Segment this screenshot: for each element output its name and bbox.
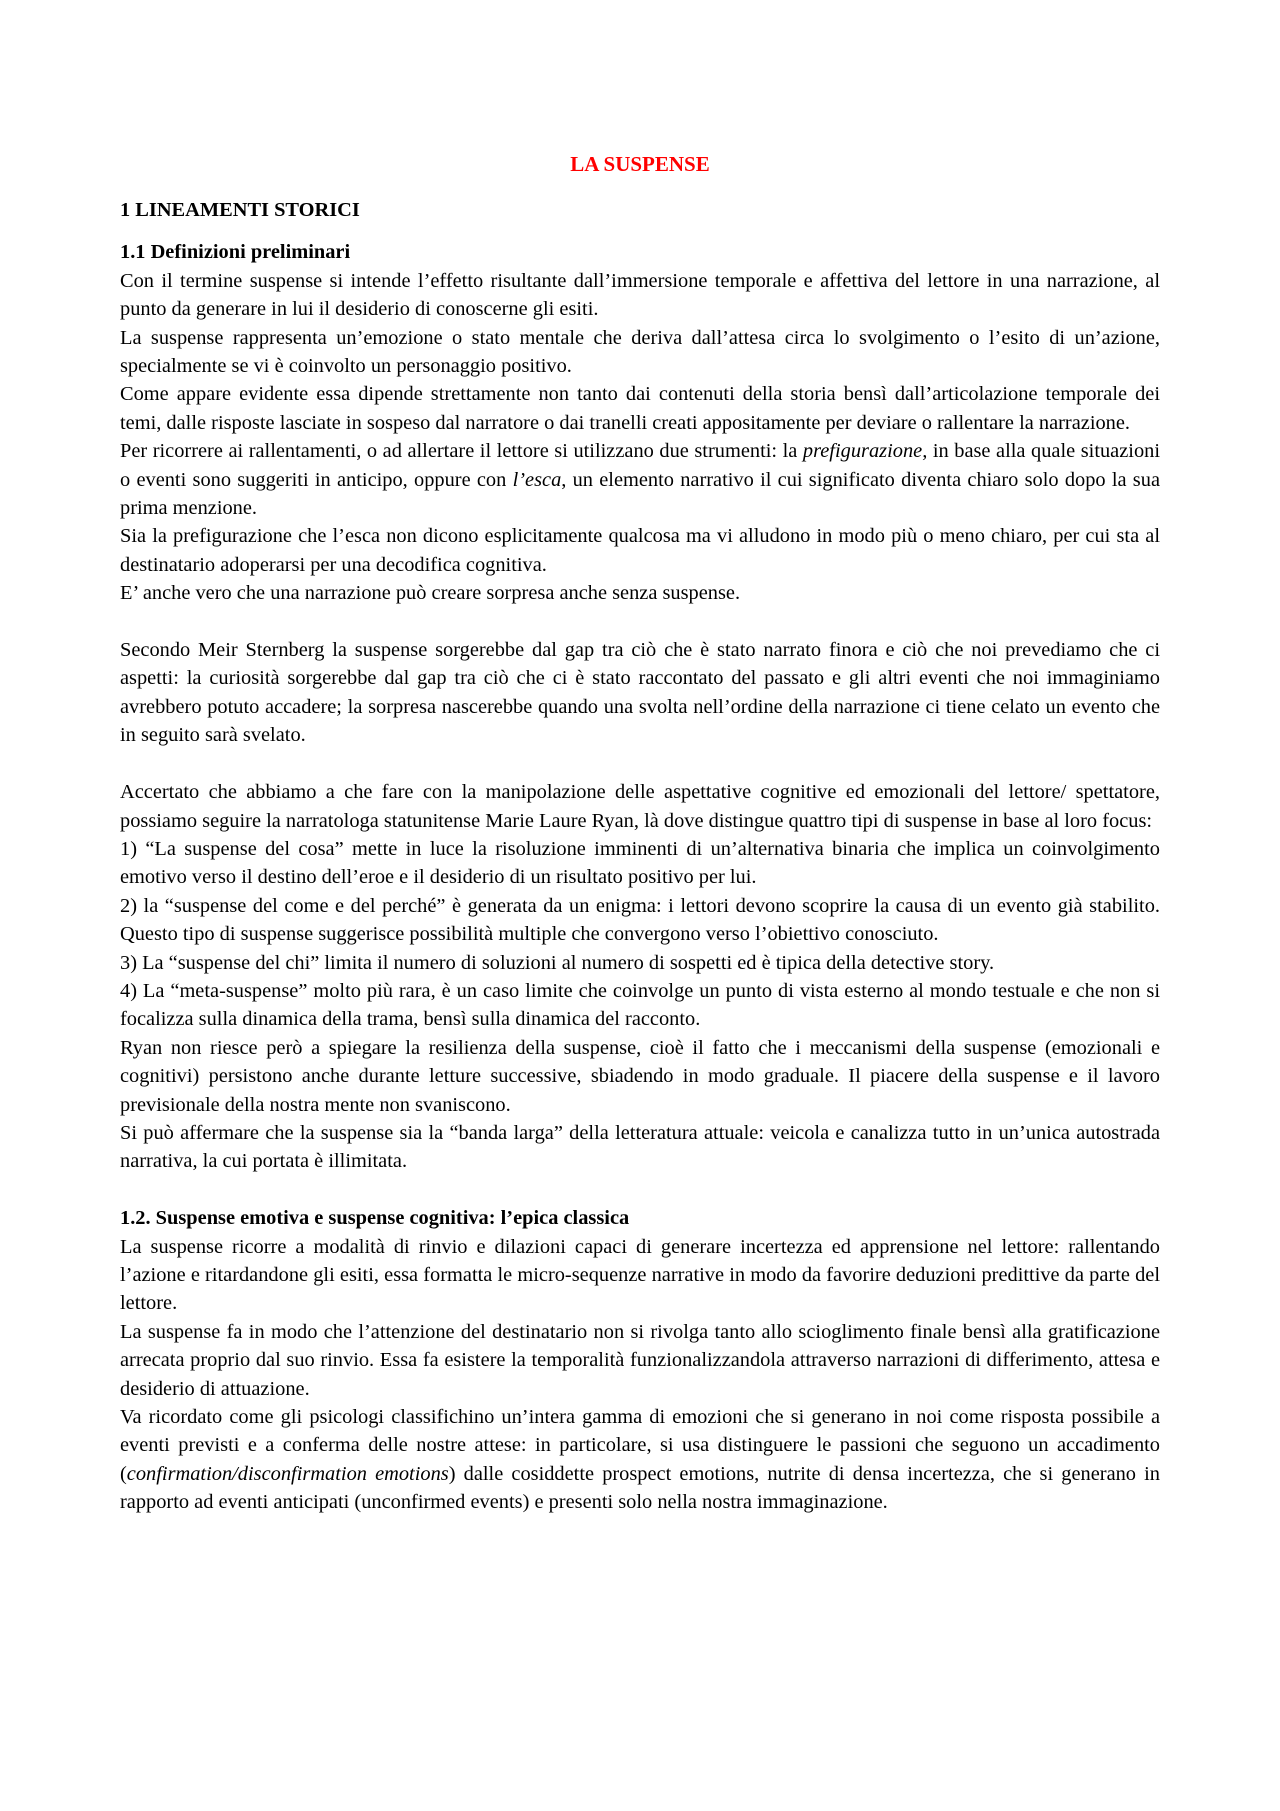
subsection-heading-1-2: 1.2. Suspense emotiva e suspense cognitiva: l’epica classica xyxy=(120,1207,630,1230)
paragraph xyxy=(120,1403,1160,1517)
paragraph: Come appare evidente essa dipende strettamente non tanto dai contenuti della storia bensì dall’articolazione temporale dei temi, dalle risposte lasciate in sospeso dal narratore o dai tranelli creati appositamente per deviare o rallentare la narrazione. xyxy=(120,383,1160,434)
list-item: 2) la “suspense del come e del perché” è generata da un enigma: i lettori devono scoprire la causa di un evento già stabilito. Questo tipo di suspense suggerisce possibilità multiple che convergono verso l’obiettivo conosciuto. xyxy=(120,894,1160,946)
paragraph: Secondo Meir Sternberg la suspense sorgerebbe dal gap tra ciò che è stato narrato finora e ciò che noi prevediamo che ci aspetti: la curiosità sorgerebbe dal gap tra ciò che ci è stato raccontato del passato e gli altri eventi che noi immaginiamo avrebbero potuto accadere; la sorpresa nascerebbe quando una svolta nell’ordine della narrazione ci tiene celato un evento che in seguito sarà svelato. xyxy=(120,639,1160,747)
text-run: ) dalle cosiddette prospect emotions, nutrite di densa incertezza, che si generano in rapporto ad eventi anticipati (unconfirmed events) e presenti solo nella nostra immaginazione. xyxy=(120,1462,1160,1514)
list-item: 4) La “meta-suspense” molto più rara, è un caso limite che coinvolge un punto di vista esterno al mondo testuale e che non si focalizza sulla dinamica della trama, bensì sulla dinamica del racconto. xyxy=(120,979,1160,1031)
document-body xyxy=(120,150,1160,1517)
text-run: in base alla quale situazioni o eventi sono suggeriti in anticipo, oppure con xyxy=(120,440,1160,491)
paragraph: E’ anche vero che una narrazione può creare sorpresa anche senza suspense. xyxy=(120,582,741,605)
blank-line xyxy=(120,750,1160,778)
blank-line xyxy=(120,1176,1160,1204)
text-run: Va ricordato come gli psicologi classifichino un’intera gamma di emozioni che si generano in noi come risposta possibile a eventi previsti e a conferma delle nostre attese: in particolare, si usa distinguere le passioni che seguono un accadimento ( xyxy=(120,1406,1160,1485)
paragraph xyxy=(120,437,1160,522)
paragraph: La suspense fa in modo che l’attenzione del destinatario non si rivolga tanto allo scioglimento finale bensì alla gratificazione arrecata proprio dal suo rinvio. Essa fa esistere la temporalità funzionalizzandola attraverso narrazioni di differimento, attesa e desiderio di attuazione. xyxy=(120,1320,1160,1400)
italic-term: l’esca xyxy=(512,468,562,491)
page-title: LA SUSPENSE xyxy=(570,152,710,176)
text-run: , un elemento narrativo il cui significato diventa chiaro solo dopo la sua prima menzione. xyxy=(120,468,1160,520)
list-item: 3) La “suspense del chi” limita il numero di soluzioni al numero di sospetti ed è tipica della detective story. xyxy=(120,951,995,974)
paragraph: La suspense ricorre a modalità di rinvio e dilazioni capaci di generare incertezza ed apprensione nel lettore: rallentando l’azione e ritardandone gli esiti, essa formatta le micro-sequenze narrative in modo da favorire deduzioni predittive da parte del lettore. xyxy=(120,1235,1160,1315)
blank-line xyxy=(120,608,1160,636)
subsection-heading-1-1: 1.1 Definizioni preliminari xyxy=(120,241,351,264)
italic-term: prefigurazione, xyxy=(802,440,928,463)
paragraph: Ryan non riesce però a spiegare la resilienza della suspense, cioè il fatto che i meccanismi della suspense (emozionali e cognitivi) persistono anche durante letture successive, sbiadendo in modo graduale. Il piacere della suspense e il lavoro previsionale della nostra mente non svaniscono. xyxy=(120,1036,1160,1116)
paragraph: Sia la prefigurazione che l’esca non dicono esplicitamente qualcosa ma vi alludono in modo più o meno chiaro, per cui sta al destinatario adoperarsi per una decodifica cognitiva. xyxy=(120,525,1160,576)
list-item: 1) “La suspense del cosa” mette in luce la risoluzione imminenti di un’alternativa binaria che implica un coinvolgimento emotivo verso il destino dell’eroe e il desiderio di un risultato positivo per lui. xyxy=(120,837,1160,889)
text-run: Per ricorrere ai rallentamenti, o ad allertare il lettore si utilizzano due strumenti: la xyxy=(120,440,803,463)
paragraph: Accertato che abbiamo a che fare con la manipolazione delle aspettative cognitive ed emozionali del lettore/ spettatore, possiamo seguire la narratologa statunitense Marie Laure Ryan, là dove distingue quattro tipi di suspense in base al loro focus: xyxy=(120,781,1160,832)
paragraph: La suspense rappresenta un’emozione o stato mentale che deriva dall’attesa circa lo svolgimento o l’esito di un’azione, specialmente se vi è coinvolto un personaggio positivo. xyxy=(120,326,1160,378)
italic-term: confirmation/disconfirmation emotions xyxy=(126,1462,449,1485)
paragraph: Si può affermare che la suspense sia la “banda larga” della letteratura attuale: veicola e canalizza tutto in un’unica autostrada narrativa, la cui portata è illimitata. xyxy=(120,1121,1160,1173)
paragraph: Con il termine suspense si intende l’effetto risultante dall’immersione temporale e affettiva del lettore in una narrazione, al punto da generare in lui il desiderio di conoscerne gli esiti. xyxy=(120,269,1160,321)
section-heading-1: 1 LINEAMENTI STORICI xyxy=(120,199,360,221)
